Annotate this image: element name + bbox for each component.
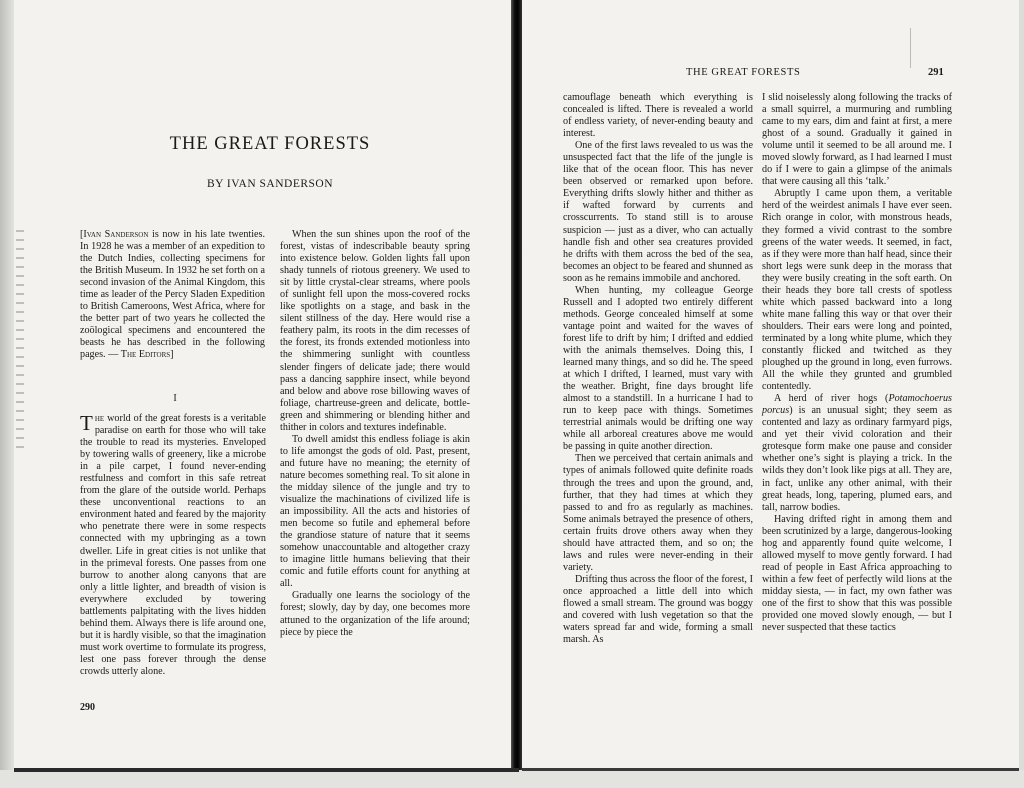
text-run: A herd of river hogs ( <box>774 393 889 405</box>
paragraph: When the sun shines upon the roof of the forest, vistas of indescribable beauty spring into existence below. Golden lights fall upon shady tunnels of riotous greenery. We used to sit by little crystal-clear streams, where pools of sunlight fell upon the moss-covered rocks like spotlights on a stage, and bask in the silent stillness of the day. Here would rise a feathery palm, its roots in the dim recesses of the forest, its fronds extended motionless into the shimmering sunlight with countless slender fingers of delicate jade; there would pass a dancing sapphire insect, while beyond and below and above rose billowing waves of foliage, chartreuse-green and delicate, bottle-green and shimmering or blending hither and thither in colors and textures indefinable. <box>280 229 470 433</box>
species-name: Potamochoerus porcus <box>762 393 952 417</box>
paragraph: When hunting, my colleague George Russell and I adopted two entirely different methods. George concealed himself at some vantage point and waited for the waves of forest life to drift by him; I drifted and eddied with the animals themselves. Doing this, I learned many things, and so did he. The speed at which I drifted, I learned, must vary with the weather. Bright, fine days brought life almost to a standstill. In a hurricane I had to run to keep pace with things. Sometimes terrestrial animals would be drifting one way while all arboreal creatures above me would be passing in quite another direction. <box>563 284 753 453</box>
paragraph: I slid noiselessly along following the tracks of a small squirrel, a murmuring and rumbling came to my ears, dim and faint at first, a mere ghost of a sound. Gradually it gained in volume until it seemed to be all around me. I moved slowly forward, as I had learned I must do if I were to gain a glimpse of the animals that were causing all this ‘talk.’ <box>762 92 952 188</box>
editors-note: [Ivan Sanderson is now in his late twenties. In 1928 he was a member of an expedition to the Dutch Indies, collecting specimens for the British Museum. In 1932 he set forth on a second invasion of the Animal Kingdom, this time as leader of the Percy Sladen Expedition to British Cameroons, West Africa, where for the better part of two years he collected the zoölogical specimens and encountered the beasts he has described in the following pages. — The Editors] <box>80 229 265 361</box>
section-numeral: I <box>173 393 177 404</box>
text-run: ) is an unusual sight; they seem as contented and lazy as ordinary farmyard pigs, and yet their vivid coloration and their grotesque form make one pause and consider whether one’s sight is playing a trick. In the wilds they don’t look like pigs at all. They are, in fact, unlike any other animal, with their great heads, long, tapering, plumed ears, and tall, narrow bodies. <box>762 405 952 513</box>
paragraph: Gradually one learns the sociology of the forest; slowly, day by day, one becomes more attuned to the organization of the life around; piece by piece the <box>280 590 470 638</box>
running-head: THE GREAT FORESTS <box>686 67 801 78</box>
paragraph: Having drifted right in among them and been scrutinized by a large, dangerous-looking hog and apparently found quite welcome, I allowed myself to move gently forward. I had read of people in East Africa approaching to within a few feet of perfectly wild lions at the midday siesta, — in fact, my own father was one of the first to show that this was possible provided one moved slowly enough, — but I never suspected that these tactics <box>762 513 952 634</box>
page-bottom-edge-right <box>522 768 1019 771</box>
book-gutter <box>511 0 522 776</box>
scan-bottom-margin <box>0 770 1024 788</box>
paragraph: camouflage beneath which everything is concealed is lifted. There is revealed a world of endless variety, of never-ending beauty and interest. <box>563 92 753 140</box>
paragraph: One of the first laws revealed to us was the unsuspected fact that the life of the jungle is like that of the ocean floor. This has never been observed or remarked upon before. Everything drifts slowly hither and thither as if wafted forward by currents and crosscurrents. To stand still is to arouse suspicion — just as a diver, who can actually handle fish and other sea creatures provided he drifts with them across the bed of the sea, becomes an object to be feared and shunned as soon as he remains immobile and anchored. <box>563 140 753 284</box>
first-word: he <box>94 413 105 424</box>
right-page-right-column <box>762 92 952 634</box>
page-number-right: 291 <box>928 67 944 78</box>
paragraph-river-hogs <box>762 393 952 513</box>
paragraph: Abruptly I came upon them, a veritable herd of the weirdest animals I have ever seen. Rich orange in color, with monstrous heads, they formed a vivid contrast to the sombre greens of the water weeds. It seemed, in fact, as if they were more than half head, since their short legs were sunk deep in the morass that they were busily creating in the soft earth. On their heads they bore tall crests of spotless white which passed backward into a long white mane falling this way or that over their shoulders. Their ears were long and pointed, terminated by a long white plume, which they constantly flicked and twitched as they ploughed up the ground in long, even furrows. All the while they grunted and grumbled contentedly. <box>762 188 952 393</box>
left-column-body <box>80 413 266 678</box>
right-page-left-column <box>563 92 753 646</box>
binding-edge-marks <box>16 230 24 450</box>
drop-cap: T <box>80 411 93 435</box>
paragraph: world of the great forests is a veritable paradise on earth for those who will take the trouble to read its mysteries. Enveloped by towering walls of greenery, like a microbe in a pile carpet, I found never-ending restfulness and comfort in this safe retreat from the glare of the outside world. Perhaps these unconventional reactions to an environment hated and feared by the majority who penetrate there were in some respects connected with my upbringing as a town dweller. Life in great cities is not unlike that in the primeval forests. One passes from one burrow to another along canyons that are only a little lighter, and breadth of vision is everywhere excluded by towering battlements palpitating with the lives hidden behind them. Always there is life around one, but it is hardly visible, so that the imagination must work overtime to formulate its progress, lest one pass forever through the dense crowds utterly alone. <box>80 413 266 677</box>
paragraph: To dwell amidst this endless foliage is akin to life amongst the gods of old. Past, present, and future have no meaning; the eternity of nature becomes something real. To sit alone in the midday silence of the jungle and try to visualize the machinations of civilized life is an impossibility. All the acts and histories of men become so futile and ephemeral before the grandiose stature of nature that it seems somehow unaccountable and altogether crazy to imagine little humans believing that their comic and futile efforts count for anything at all. <box>280 433 470 590</box>
paragraph: Then we perceived that certain animals and types of animals followed quite definite roads through the trees and upon the ground, and, further, that they had times at which they passed to and fro as regularly as machines. Some animals betrayed the presence of others, certain fruits drove others away when they should have attracted them, and so on; the laws and rules were never-ending in their variety. <box>563 453 753 573</box>
editors-note-close: ] <box>170 349 174 361</box>
page-number-left: 290 <box>80 702 95 713</box>
editors-note-lead: Ivan Sanderson <box>83 229 149 240</box>
editors-note-text: is now in his late twenties. In 1928 he was a member of an expedition to the Dutch Indies, collecting specimens for the British Museum. In 1932 he set forth on a second invasion of the Animal Kingdom, this time as leader of the Percy Sladen Expedition to British Cameroons, West Africa, where for the better part of two years he collected the zoölogical specimens and encountered the beasts he has described in the following pages. — <box>80 229 265 361</box>
scan-artifact-line <box>910 28 911 68</box>
paragraph: Drifting thus across the floor of the forest, I once approached a little dell into which flowed a small stream. The ground was boggy and covered with lush vegetation so that the waters spread far and wide, forming a small marsh. As <box>563 573 753 646</box>
editors-signature: The Editors <box>120 349 171 361</box>
article-title: THE GREAT FORESTS <box>169 134 371 154</box>
left-page-right-column <box>280 229 470 639</box>
page-bottom-edge-left <box>14 768 519 772</box>
article-byline: BY IVAN SANDERSON <box>206 178 334 190</box>
